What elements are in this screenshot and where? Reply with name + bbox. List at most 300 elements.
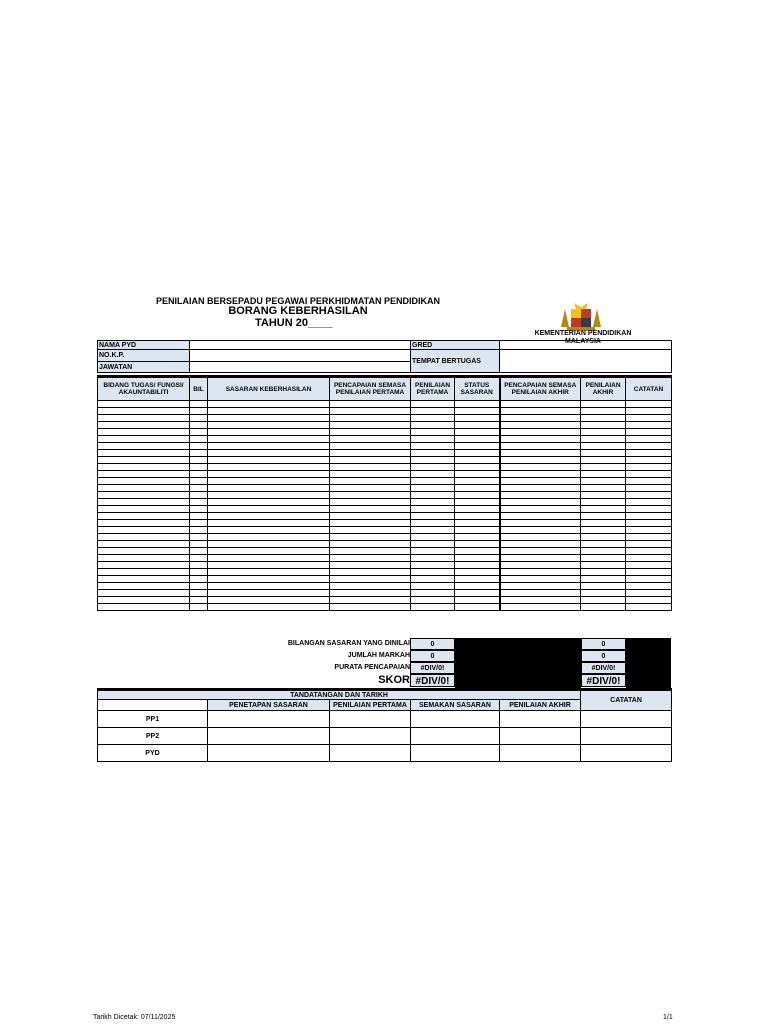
table-cell[interactable] <box>190 401 208 408</box>
table-cell[interactable] <box>626 604 672 611</box>
table-cell[interactable] <box>626 429 672 436</box>
sig-cell[interactable] <box>208 711 330 728</box>
table-cell[interactable] <box>208 450 330 457</box>
table-cell[interactable] <box>581 450 626 457</box>
table-cell[interactable] <box>626 513 672 520</box>
table-cell[interactable] <box>411 450 455 457</box>
sig-cell[interactable] <box>411 728 500 745</box>
table-cell[interactable] <box>455 408 500 415</box>
table-cell[interactable] <box>626 534 672 541</box>
table-cell[interactable] <box>581 443 626 450</box>
table-cell[interactable] <box>330 492 411 499</box>
table-cell[interactable] <box>500 464 581 471</box>
table-cell[interactable] <box>190 562 208 569</box>
table-cell[interactable] <box>411 464 455 471</box>
table-cell[interactable] <box>190 464 208 471</box>
table-cell[interactable] <box>455 541 500 548</box>
table-cell[interactable] <box>98 485 190 492</box>
table-cell[interactable] <box>190 443 208 450</box>
table-cell[interactable] <box>190 429 208 436</box>
table-cell[interactable] <box>455 534 500 541</box>
table-cell[interactable] <box>208 576 330 583</box>
table-cell[interactable] <box>190 520 208 527</box>
table-cell[interactable] <box>330 604 411 611</box>
table-row <box>98 499 672 506</box>
table-cell[interactable] <box>455 604 500 611</box>
table-cell[interactable] <box>208 604 330 611</box>
table-cell[interactable] <box>581 436 626 443</box>
table-cell[interactable] <box>330 457 411 464</box>
table-cell[interactable] <box>411 415 455 422</box>
table-cell[interactable] <box>626 590 672 597</box>
table-cell[interactable] <box>190 576 208 583</box>
table-cell[interactable] <box>455 555 500 562</box>
table-cell[interactable] <box>500 506 581 513</box>
table-cell[interactable] <box>581 541 626 548</box>
table-cell[interactable] <box>330 471 411 478</box>
table-cell[interactable] <box>455 436 500 443</box>
table-cell[interactable] <box>208 506 330 513</box>
table-cell[interactable] <box>581 415 626 422</box>
table-cell[interactable] <box>581 583 626 590</box>
table-cell[interactable] <box>581 429 626 436</box>
table-cell[interactable] <box>208 471 330 478</box>
table-cell[interactable] <box>581 604 626 611</box>
table-cell[interactable] <box>581 527 626 534</box>
table-cell[interactable] <box>626 415 672 422</box>
jumlah-pertama-value: 0 <box>410 650 455 662</box>
sig-cell[interactable] <box>411 711 500 728</box>
table-cell[interactable] <box>330 548 411 555</box>
table-cell[interactable] <box>330 443 411 450</box>
table-cell[interactable] <box>626 478 672 485</box>
table-cell[interactable] <box>626 408 672 415</box>
purata-pertama-value: #DIV/0! <box>410 662 455 674</box>
table-cell[interactable] <box>330 415 411 422</box>
table-cell[interactable] <box>581 499 626 506</box>
sig-cell[interactable] <box>500 728 581 745</box>
table-cell[interactable] <box>455 401 500 408</box>
table-cell[interactable] <box>190 499 208 506</box>
table-cell[interactable] <box>190 513 208 520</box>
table-cell[interactable] <box>455 429 500 436</box>
col-bidang: BIDANG TUGAS/ FUNGSI/ AKAUNTABILITI <box>98 377 190 401</box>
table-cell[interactable] <box>500 443 581 450</box>
table-cell[interactable] <box>411 499 455 506</box>
table-cell[interactable] <box>98 450 190 457</box>
sig-cell[interactable] <box>330 711 411 728</box>
table-cell[interactable] <box>208 457 330 464</box>
table-cell[interactable] <box>98 576 190 583</box>
sig-cell[interactable] <box>581 745 672 762</box>
table-cell[interactable] <box>330 513 411 520</box>
table-cell[interactable] <box>208 569 330 576</box>
table-cell[interactable] <box>411 590 455 597</box>
table-cell[interactable] <box>500 548 581 555</box>
table-cell[interactable] <box>411 548 455 555</box>
table-cell[interactable] <box>411 541 455 548</box>
table-cell[interactable] <box>455 576 500 583</box>
table-cell[interactable] <box>190 492 208 499</box>
table-cell[interactable] <box>455 499 500 506</box>
table-cell[interactable] <box>411 401 455 408</box>
table-cell[interactable] <box>455 527 500 534</box>
table-cell[interactable] <box>190 527 208 534</box>
table-cell[interactable] <box>626 562 672 569</box>
table-cell[interactable] <box>330 401 411 408</box>
table-cell[interactable] <box>411 569 455 576</box>
table-cell[interactable] <box>98 401 190 408</box>
table-cell[interactable] <box>98 429 190 436</box>
table-cell[interactable] <box>190 471 208 478</box>
table-cell[interactable] <box>330 450 411 457</box>
table-cell[interactable] <box>98 562 190 569</box>
table-cell[interactable] <box>500 527 581 534</box>
table-cell[interactable] <box>500 555 581 562</box>
table-cell[interactable] <box>581 506 626 513</box>
table-cell[interactable] <box>626 548 672 555</box>
table-cell[interactable] <box>581 590 626 597</box>
table-cell[interactable] <box>190 534 208 541</box>
table-cell[interactable] <box>626 443 672 450</box>
table-cell[interactable] <box>581 597 626 604</box>
table-cell[interactable] <box>581 457 626 464</box>
table-cell[interactable] <box>98 527 190 534</box>
table-cell[interactable] <box>98 583 190 590</box>
table-cell[interactable] <box>500 499 581 506</box>
table-cell[interactable] <box>330 478 411 485</box>
table-cell[interactable] <box>208 478 330 485</box>
table-cell[interactable] <box>455 569 500 576</box>
table-cell[interactable] <box>190 555 208 562</box>
table-cell[interactable] <box>208 541 330 548</box>
table-cell[interactable] <box>411 506 455 513</box>
table-cell[interactable] <box>98 457 190 464</box>
table-cell[interactable] <box>190 590 208 597</box>
table-cell[interactable] <box>330 597 411 604</box>
table-cell[interactable] <box>330 590 411 597</box>
table-cell[interactable] <box>98 422 190 429</box>
table-cell[interactable] <box>500 485 581 492</box>
table-cell[interactable] <box>411 436 455 443</box>
table-cell[interactable] <box>208 492 330 499</box>
table-cell[interactable] <box>581 520 626 527</box>
table-cell[interactable] <box>455 583 500 590</box>
table-cell[interactable] <box>330 555 411 562</box>
table-cell[interactable] <box>455 485 500 492</box>
table-cell[interactable] <box>500 534 581 541</box>
table-cell[interactable] <box>411 576 455 583</box>
table-cell[interactable] <box>98 541 190 548</box>
table-cell[interactable] <box>581 478 626 485</box>
table-cell[interactable] <box>581 562 626 569</box>
table-cell[interactable] <box>411 471 455 478</box>
table-cell[interactable] <box>500 562 581 569</box>
table-cell[interactable] <box>208 527 330 534</box>
table-cell[interactable] <box>455 450 500 457</box>
table-cell[interactable] <box>581 569 626 576</box>
table-cell[interactable] <box>330 576 411 583</box>
table-cell[interactable] <box>208 590 330 597</box>
table-cell[interactable] <box>500 415 581 422</box>
table-cell[interactable] <box>455 471 500 478</box>
table-cell[interactable] <box>626 485 672 492</box>
table-cell[interactable] <box>581 401 626 408</box>
table-cell[interactable] <box>500 520 581 527</box>
table-cell[interactable] <box>455 478 500 485</box>
nama-pyd-field[interactable] <box>190 341 411 350</box>
table-cell[interactable] <box>626 450 672 457</box>
table-cell[interactable] <box>190 478 208 485</box>
table-cell[interactable] <box>190 569 208 576</box>
table-cell[interactable] <box>500 450 581 457</box>
table-cell[interactable] <box>626 527 672 534</box>
table-cell[interactable] <box>500 408 581 415</box>
table-cell[interactable] <box>500 436 581 443</box>
table-cell[interactable] <box>190 548 208 555</box>
table-cell[interactable] <box>330 408 411 415</box>
table-cell[interactable] <box>208 555 330 562</box>
table-row <box>98 597 672 604</box>
table-cell[interactable] <box>208 499 330 506</box>
table-cell[interactable] <box>98 569 190 576</box>
table-cell[interactable] <box>208 408 330 415</box>
table-cell[interactable] <box>190 583 208 590</box>
table-cell[interactable] <box>626 541 672 548</box>
nokp-field[interactable] <box>190 350 411 362</box>
tempat-field[interactable] <box>500 350 672 373</box>
table-cell[interactable] <box>208 485 330 492</box>
table-cell[interactable] <box>190 506 208 513</box>
table-row <box>98 520 672 527</box>
table-cell[interactable] <box>500 429 581 436</box>
table-cell[interactable] <box>455 590 500 597</box>
table-cell[interactable] <box>98 443 190 450</box>
table-cell[interactable] <box>98 534 190 541</box>
table-cell[interactable] <box>581 513 626 520</box>
table-cell[interactable] <box>208 401 330 408</box>
table-cell[interactable] <box>190 541 208 548</box>
table-cell[interactable] <box>98 478 190 485</box>
table-cell[interactable] <box>330 520 411 527</box>
table-cell[interactable] <box>626 520 672 527</box>
table-cell[interactable] <box>581 555 626 562</box>
table-cell[interactable] <box>208 597 330 604</box>
table-cell[interactable] <box>411 527 455 534</box>
table-cell[interactable] <box>626 436 672 443</box>
table-cell[interactable] <box>98 492 190 499</box>
table-cell[interactable] <box>98 555 190 562</box>
table-cell[interactable] <box>455 548 500 555</box>
table-cell[interactable] <box>455 597 500 604</box>
table-cell[interactable] <box>190 422 208 429</box>
table-cell[interactable] <box>411 562 455 569</box>
jumlah-akhir-value: 0 <box>581 650 626 662</box>
table-cell[interactable] <box>330 422 411 429</box>
table-cell[interactable] <box>581 576 626 583</box>
jawatan-field[interactable] <box>190 362 411 373</box>
table-cell[interactable] <box>581 534 626 541</box>
sig-cell[interactable] <box>330 745 411 762</box>
table-cell[interactable] <box>500 583 581 590</box>
table-cell[interactable] <box>411 555 455 562</box>
table-cell[interactable] <box>500 576 581 583</box>
table-cell[interactable] <box>455 443 500 450</box>
table-cell[interactable] <box>581 464 626 471</box>
table-cell[interactable] <box>455 422 500 429</box>
table-cell[interactable] <box>208 436 330 443</box>
table-cell[interactable] <box>500 569 581 576</box>
table-cell[interactable] <box>411 422 455 429</box>
table-cell[interactable] <box>500 401 581 408</box>
table-cell[interactable] <box>330 464 411 471</box>
table-cell[interactable] <box>208 583 330 590</box>
sig-cell[interactable] <box>208 745 330 762</box>
table-cell[interactable] <box>98 590 190 597</box>
table-cell[interactable] <box>455 506 500 513</box>
table-cell[interactable] <box>455 520 500 527</box>
table-cell[interactable] <box>208 534 330 541</box>
table-cell[interactable] <box>411 492 455 499</box>
table-cell[interactable] <box>98 436 190 443</box>
table-cell[interactable] <box>190 436 208 443</box>
table-cell[interactable] <box>208 548 330 555</box>
table-cell[interactable] <box>500 597 581 604</box>
table-cell[interactable] <box>500 513 581 520</box>
table-cell[interactable] <box>98 408 190 415</box>
table-cell[interactable] <box>455 464 500 471</box>
table-cell[interactable] <box>626 499 672 506</box>
table-cell[interactable] <box>190 597 208 604</box>
signature-row-pyd <box>98 745 672 762</box>
table-cell[interactable] <box>330 569 411 576</box>
table-cell[interactable] <box>330 436 411 443</box>
table-cell[interactable] <box>330 485 411 492</box>
sig-cell[interactable] <box>411 745 500 762</box>
table-cell[interactable] <box>98 548 190 555</box>
table-cell[interactable] <box>455 457 500 464</box>
table-cell[interactable] <box>98 464 190 471</box>
table-cell[interactable] <box>500 471 581 478</box>
table-cell[interactable] <box>411 485 455 492</box>
table-cell[interactable] <box>581 408 626 415</box>
table-cell[interactable] <box>411 478 455 485</box>
table-cell[interactable] <box>626 569 672 576</box>
table-cell[interactable] <box>500 590 581 597</box>
table-cell[interactable] <box>208 422 330 429</box>
sig-cell[interactable] <box>500 711 581 728</box>
table-cell[interactable] <box>581 548 626 555</box>
table-cell[interactable] <box>98 597 190 604</box>
table-cell[interactable] <box>98 506 190 513</box>
table-cell[interactable] <box>581 422 626 429</box>
table-cell[interactable] <box>455 562 500 569</box>
table-cell[interactable] <box>98 604 190 611</box>
table-cell[interactable] <box>411 513 455 520</box>
sig-cell[interactable] <box>500 745 581 762</box>
sig-cell[interactable] <box>330 728 411 745</box>
table-cell[interactable] <box>330 506 411 513</box>
table-cell[interactable] <box>330 499 411 506</box>
table-cell[interactable] <box>500 604 581 611</box>
table-cell[interactable] <box>500 422 581 429</box>
table-cell[interactable] <box>411 583 455 590</box>
table-cell[interactable] <box>208 520 330 527</box>
table-cell[interactable] <box>411 443 455 450</box>
table-cell[interactable] <box>190 604 208 611</box>
table-cell[interactable] <box>190 485 208 492</box>
table-cell[interactable] <box>626 492 672 499</box>
table-cell[interactable] <box>411 597 455 604</box>
table-row <box>98 541 672 548</box>
table-cell[interactable] <box>626 464 672 471</box>
table-cell[interactable] <box>190 450 208 457</box>
table-cell[interactable] <box>98 520 190 527</box>
table-cell[interactable] <box>626 401 672 408</box>
table-cell[interactable] <box>208 429 330 436</box>
table-cell[interactable] <box>190 415 208 422</box>
table-cell[interactable] <box>626 597 672 604</box>
table-cell[interactable] <box>626 457 672 464</box>
table-cell[interactable] <box>411 534 455 541</box>
table-cell[interactable] <box>626 422 672 429</box>
table-cell[interactable] <box>500 457 581 464</box>
table-cell[interactable] <box>208 443 330 450</box>
table-cell[interactable] <box>330 429 411 436</box>
table-cell[interactable] <box>581 471 626 478</box>
sig-cell[interactable] <box>208 728 330 745</box>
table-cell[interactable] <box>581 492 626 499</box>
table-cell[interactable] <box>330 583 411 590</box>
table-cell[interactable] <box>626 555 672 562</box>
table-cell[interactable] <box>330 541 411 548</box>
table-cell[interactable] <box>411 408 455 415</box>
table-cell[interactable] <box>411 429 455 436</box>
table-row <box>98 548 672 555</box>
table-cell[interactable] <box>190 408 208 415</box>
table-cell[interactable] <box>500 492 581 499</box>
table-cell[interactable] <box>411 457 455 464</box>
table-cell[interactable] <box>455 492 500 499</box>
table-cell[interactable] <box>500 541 581 548</box>
table-cell[interactable] <box>626 576 672 583</box>
table-cell[interactable] <box>330 527 411 534</box>
gred-field[interactable] <box>500 341 672 350</box>
table-cell[interactable] <box>626 471 672 478</box>
table-cell[interactable] <box>455 415 500 422</box>
table-cell[interactable] <box>98 513 190 520</box>
table-cell[interactable] <box>98 471 190 478</box>
table-cell[interactable] <box>190 457 208 464</box>
table-cell[interactable] <box>208 513 330 520</box>
table-cell[interactable] <box>500 478 581 485</box>
sig-cell[interactable] <box>581 711 672 728</box>
table-cell[interactable] <box>455 513 500 520</box>
table-cell[interactable] <box>208 464 330 471</box>
table-cell[interactable] <box>626 506 672 513</box>
table-cell[interactable] <box>208 562 330 569</box>
table-cell[interactable] <box>98 499 190 506</box>
table-cell[interactable] <box>581 485 626 492</box>
table-cell[interactable] <box>98 415 190 422</box>
table-cell[interactable] <box>626 583 672 590</box>
table-cell[interactable] <box>208 415 330 422</box>
table-cell[interactable] <box>411 520 455 527</box>
table-cell[interactable] <box>411 604 455 611</box>
table-cell[interactable] <box>330 562 411 569</box>
table-cell[interactable] <box>330 534 411 541</box>
sig-cell[interactable] <box>581 728 672 745</box>
